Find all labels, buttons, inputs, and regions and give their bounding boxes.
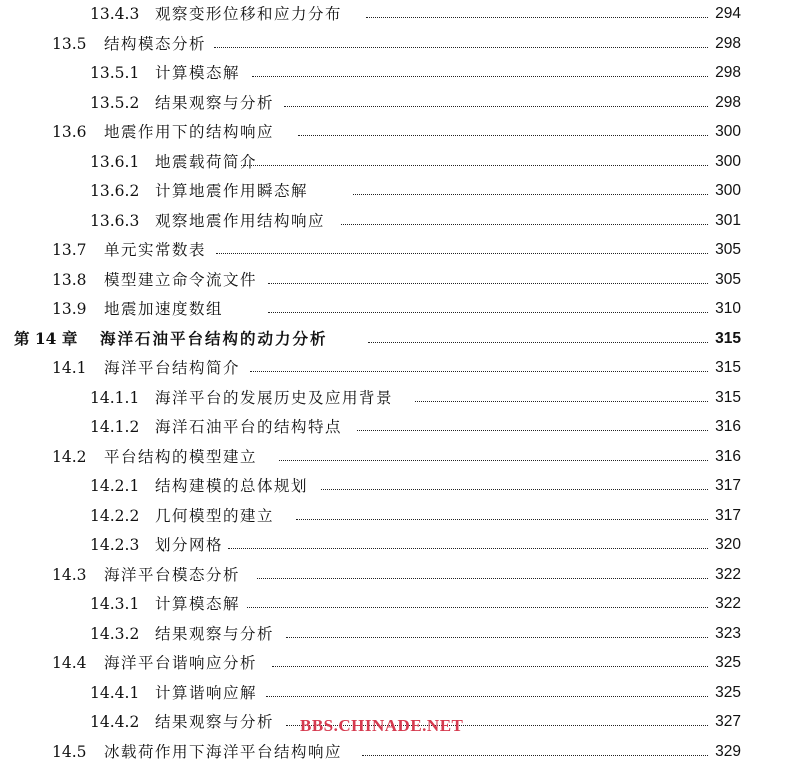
toc-entry-page-number: 294 bbox=[715, 5, 741, 22]
toc-entry-title: 模型建立命令流文件 bbox=[104, 270, 258, 289]
toc-entry bbox=[0, 415, 799, 439]
toc-entry bbox=[0, 150, 799, 174]
toc-dot-leader bbox=[284, 106, 708, 107]
toc-entry-title: 结果观察与分析 bbox=[155, 624, 275, 643]
toc-entry-title: 冰载荷作用下海洋平台结构响应 bbox=[104, 742, 343, 761]
toc-entry-number: 13.6.1 bbox=[90, 152, 140, 171]
toc-entry-title: 观察变形位移和应力分布 bbox=[155, 5, 343, 23]
toc-dot-leader bbox=[362, 755, 708, 756]
toc-dot-leader bbox=[296, 519, 708, 520]
toc-entry-number: 13.5.2 bbox=[90, 93, 140, 112]
toc-entry-page-number: 316 bbox=[715, 418, 741, 435]
toc-entry-title: 平台结构的模型建立 bbox=[104, 447, 258, 466]
toc-entry-page-number: 322 bbox=[715, 595, 741, 612]
toc-entry-number: 14.1.2 bbox=[90, 418, 140, 436]
toc-entry-page-number: 300 bbox=[715, 182, 741, 199]
toc-entry-page-number: 298 bbox=[715, 64, 741, 81]
toc-dot-leader bbox=[252, 76, 708, 77]
toc-entry bbox=[0, 533, 799, 557]
toc-entry bbox=[0, 356, 799, 380]
toc-entry-page-number: 329 bbox=[715, 742, 741, 760]
toc-dot-leader bbox=[321, 489, 708, 490]
toc-entry-title: 海洋石油平台结构的动力分析 bbox=[100, 328, 328, 348]
toc-entry-page-number: 317 bbox=[715, 506, 741, 524]
toc-entry bbox=[0, 622, 799, 646]
toc-entry-title: 计算地震作用瞬态解 bbox=[155, 182, 309, 200]
toc-entry bbox=[0, 504, 799, 528]
toc-dot-leader bbox=[228, 548, 708, 549]
toc-entry-number: 14.4.1 bbox=[90, 683, 140, 702]
toc-entry-title: 计算模态解 bbox=[155, 64, 241, 82]
toc-entry-page-number: 320 bbox=[715, 536, 741, 553]
toc-dot-leader bbox=[214, 47, 708, 48]
toc-entry-number: 14.4 bbox=[52, 654, 87, 672]
toc-dot-leader bbox=[286, 637, 708, 638]
toc-entry-number: 13.6.3 bbox=[90, 211, 140, 230]
toc-entry-title: 几何模型的建立 bbox=[155, 506, 275, 525]
toc-entry-number: 13.5 bbox=[52, 34, 87, 53]
toc-entry bbox=[0, 209, 799, 233]
toc-entry-title: 海洋平台的发展历史及应用背景 bbox=[155, 388, 394, 407]
toc-entry-page-number: 325 bbox=[715, 654, 741, 671]
toc-dot-leader bbox=[272, 666, 708, 667]
toc-entry-number: 14.1 bbox=[52, 359, 87, 377]
toc-dot-leader bbox=[341, 224, 708, 225]
toc-entry-number: 13.6 bbox=[52, 123, 87, 141]
toc-entry bbox=[0, 91, 799, 115]
toc-entry-title: 海洋平台结构简介 bbox=[104, 359, 241, 377]
toc-entry bbox=[0, 651, 799, 675]
toc-entry-page-number: 315 bbox=[715, 359, 741, 376]
toc-dot-leader bbox=[216, 253, 708, 254]
toc-dot-leader bbox=[250, 371, 708, 372]
toc-entry-number: 13.7 bbox=[52, 241, 87, 259]
toc-entry bbox=[0, 445, 799, 469]
toc-entry-title: 地震作用下的结构响应 bbox=[104, 123, 275, 141]
toc-entry bbox=[0, 179, 799, 203]
toc-entry-title: 结果观察与分析 bbox=[155, 93, 275, 112]
toc-entry-number: 13.4.3 bbox=[90, 5, 140, 23]
toc-entry-number: 14.3.2 bbox=[90, 624, 140, 643]
toc-entry-page-number: 315 bbox=[715, 388, 741, 406]
toc-entry-title: 计算模态解 bbox=[155, 595, 241, 613]
toc-dot-leader bbox=[257, 578, 708, 579]
toc-entry-title: 观察地震作用结构响应 bbox=[155, 211, 326, 230]
toc-entry bbox=[0, 32, 799, 56]
toc-dot-leader bbox=[279, 460, 708, 461]
toc-entry-page-number: 305 bbox=[715, 241, 741, 258]
toc-entry-number: 14.4.2 bbox=[90, 713, 140, 731]
toc-entry-number: 13.6.2 bbox=[90, 182, 140, 200]
toc-entry-title: 结构建模的总体规划 bbox=[155, 477, 309, 495]
toc-entry-number: 14.2.3 bbox=[90, 536, 140, 554]
toc-entry bbox=[0, 592, 799, 616]
toc-dot-leader bbox=[368, 342, 708, 343]
toc-dot-leader bbox=[353, 194, 708, 195]
toc-entry-number: 13.5.1 bbox=[90, 64, 140, 82]
toc-dot-leader bbox=[268, 283, 708, 284]
toc-entry-title: 结构模态分析 bbox=[104, 34, 207, 53]
toc-dot-leader bbox=[357, 430, 708, 431]
toc-entry bbox=[0, 474, 799, 498]
toc-entry bbox=[0, 386, 799, 410]
toc-entry-title: 海洋平台谐响应分析 bbox=[104, 654, 258, 672]
toc-entry-number: 14.5 bbox=[52, 742, 87, 761]
toc-entry-number: 14.2.2 bbox=[90, 506, 140, 525]
toc-entry-title: 地震载荷简介 bbox=[155, 152, 258, 171]
toc-entry-page-number: 300 bbox=[715, 152, 741, 170]
toc-entry-page-number: 316 bbox=[715, 447, 741, 465]
toc-entry-page-number: 300 bbox=[715, 123, 741, 140]
toc-entry bbox=[0, 268, 799, 292]
toc-entry-page-number: 301 bbox=[715, 211, 741, 229]
toc-entry-title: 海洋石油平台的结构特点 bbox=[155, 418, 343, 436]
toc-entry bbox=[0, 238, 799, 262]
toc-entry-title: 海洋平台模态分析 bbox=[104, 565, 241, 584]
watermark: BBS.CHINADE.NET bbox=[300, 716, 464, 735]
toc-entry-page-number: 315 bbox=[715, 329, 741, 347]
toc-dot-leader bbox=[247, 607, 708, 608]
toc-dot-leader bbox=[415, 401, 708, 402]
toc-entry-title: 划分网格 bbox=[155, 536, 224, 554]
toc-entry-number: 第 14 章 bbox=[14, 328, 78, 348]
toc-entry-page-number: 327 bbox=[715, 713, 741, 730]
toc-entry-title: 计算谐响应解 bbox=[155, 683, 258, 702]
toc-entry-page-number: 325 bbox=[715, 683, 741, 701]
toc-entry bbox=[0, 740, 799, 764]
toc-entry bbox=[0, 327, 799, 351]
toc-entry bbox=[0, 61, 799, 85]
toc-dot-leader bbox=[266, 696, 708, 697]
toc-entry-title: 单元实常数表 bbox=[104, 241, 207, 259]
toc-entry-number: 13.9 bbox=[52, 300, 87, 318]
toc-dot-leader bbox=[366, 17, 708, 18]
toc-entry bbox=[0, 120, 799, 144]
toc-entry bbox=[0, 681, 799, 705]
toc-entry-page-number: 298 bbox=[715, 34, 741, 52]
toc-entry-title: 地震加速度数组 bbox=[104, 300, 224, 318]
toc-entry-number: 14.3.1 bbox=[90, 595, 140, 613]
toc-entry bbox=[0, 563, 799, 587]
toc-entry-number: 14.1.1 bbox=[90, 388, 140, 407]
toc-dot-leader bbox=[268, 312, 708, 313]
toc-dot-leader bbox=[298, 135, 708, 136]
toc-entry-number: 14.2.1 bbox=[90, 477, 140, 495]
toc-entry-number: 13.8 bbox=[52, 270, 87, 289]
toc-entry-page-number: 323 bbox=[715, 624, 741, 642]
toc-entry-number: 14.3 bbox=[52, 565, 87, 584]
toc-entry-page-number: 305 bbox=[715, 270, 741, 288]
toc-entry bbox=[0, 297, 799, 321]
toc-entry-page-number: 322 bbox=[715, 565, 741, 583]
toc-entry bbox=[0, 2, 799, 26]
toc-entry-page-number: 317 bbox=[715, 477, 741, 494]
toc-entry-page-number: 310 bbox=[715, 300, 741, 317]
toc-entry-number: 14.2 bbox=[52, 447, 87, 466]
toc-entry-page-number: 298 bbox=[715, 93, 741, 111]
toc-entry-title: 结果观察与分析 bbox=[155, 713, 275, 731]
toc-dot-leader bbox=[241, 165, 708, 166]
